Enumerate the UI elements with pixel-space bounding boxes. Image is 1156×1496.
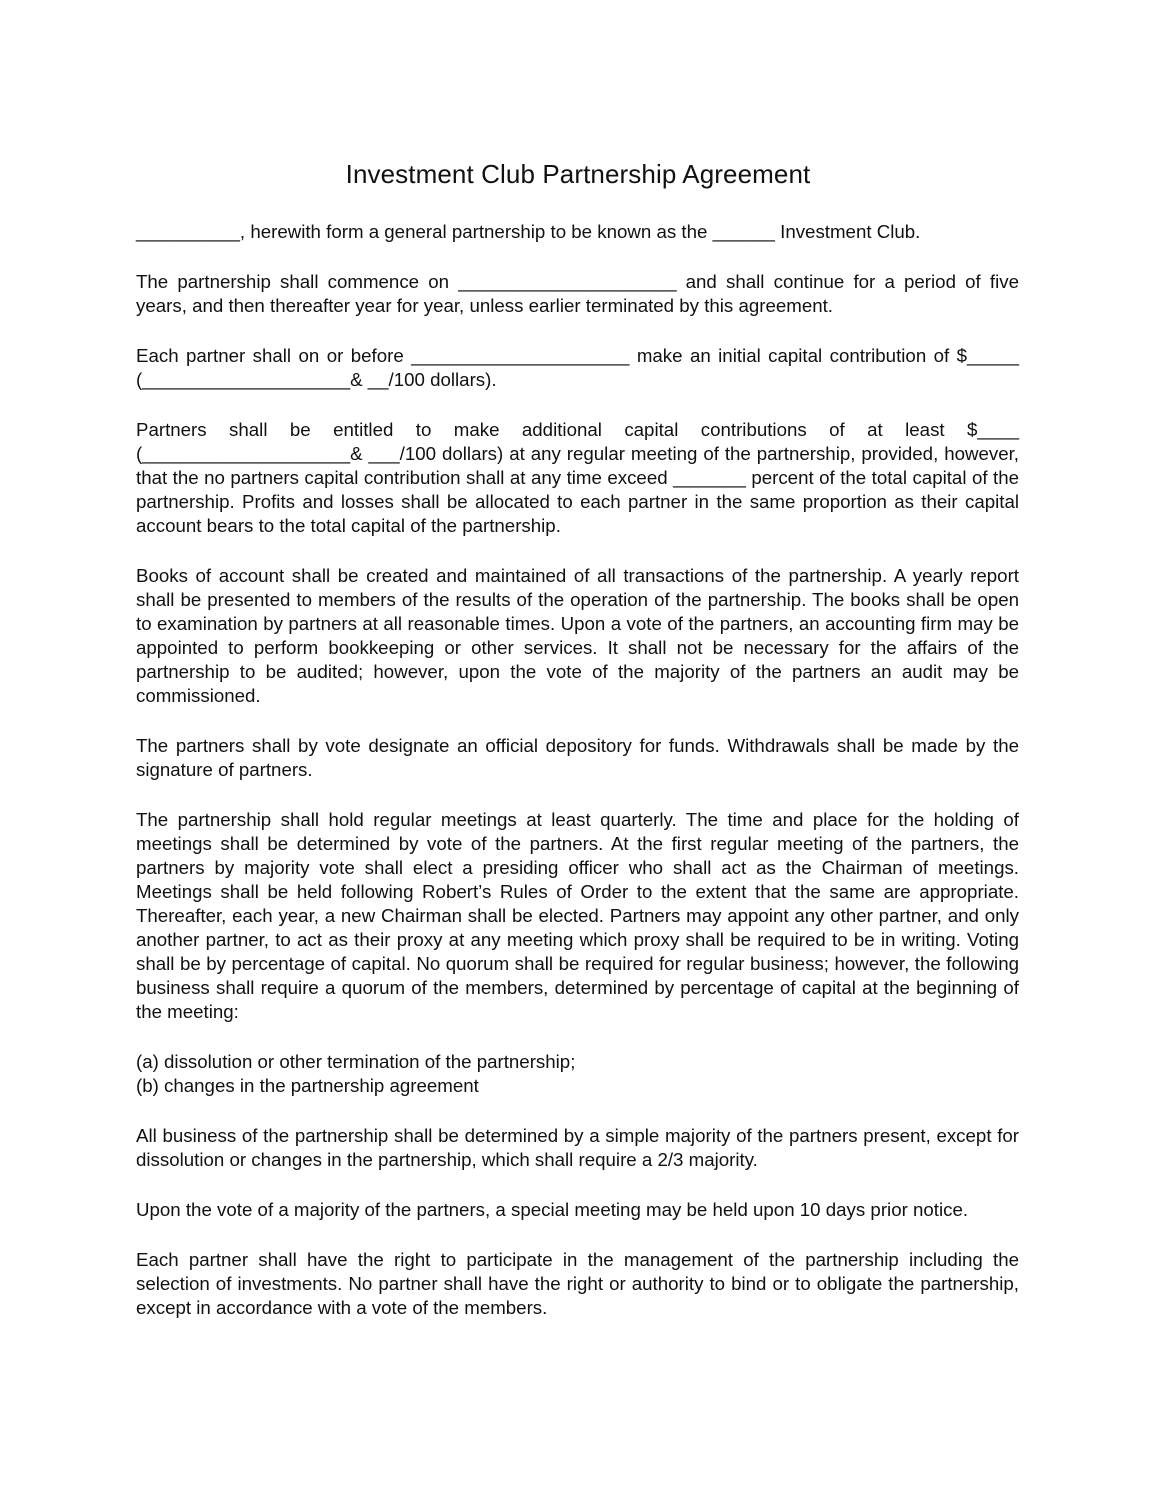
paragraph-special-meeting: Upon the vote of a majority of the partners, a special meeting may be held upon 10 days prior notice. bbox=[136, 1199, 969, 1220]
paragraph-initial-contribution: Each partner shall on or before _____________________ make an initial capital contribution of $_____ (____________________& __/100 dollars). bbox=[136, 345, 1019, 390]
list-item: (a) dissolution or other termination of the partnership; bbox=[136, 1051, 576, 1072]
paragraph-management: Each partner shall have the right to participate in the management of the partnership including the selection of investments. No partner shall have the right or authority to bind or to obligate the partnership, except in accordance with a vote of the members. bbox=[136, 1249, 1019, 1318]
paragraph-depository: The partners shall by vote designate an official depository for funds. Withdrawals shall be made by the signature of partners. bbox=[136, 735, 1019, 780]
quorum-list bbox=[136, 1050, 1019, 1098]
paragraph-books-of-account: Books of account shall be created and maintained of all transactions of the partnership. A yearly report shall be presented to members of the results of the operation of the partnership. The books shall be open to examination by partners at all reasonable times. Upon a vote of the partners, an accounting firm may be appointed to perform bookkeeping or other services. It shall not be necessary for the affairs of the partnership to be audited; however, upon the vote of the majority of the partners an audit may be commissioned. bbox=[136, 565, 1019, 706]
list-item: (b) changes in the partnership agreement bbox=[136, 1075, 479, 1096]
paragraph-additional-contributions: Partners shall be entitled to make additional capital contributions of at least $____ (____________________& ___/100 dollars) at any regular meeting of the partnership, provided, however, that the no partners capital contribution shall at any time exceed _______ percent of the total capital of the partnership. Profits and losses shall be allocated to each partner in the same proportion as their capital account bears to the total capital of the partnership. bbox=[136, 419, 1019, 536]
paragraph-formation: __________, herewith form a general partnership to be known as the ______ Investment Club. bbox=[136, 221, 921, 242]
document-body bbox=[136, 220, 1019, 1346]
paragraph-commencement: The partnership shall commence on _____________________ and shall continue for a period of five years, and then thereafter year for year, unless earlier terminated by this agreement. bbox=[136, 271, 1019, 316]
document-title: Investment Club Partnership Agreement bbox=[345, 159, 811, 189]
paragraph-majority-business: All business of the partnership shall be determined by a simple majority of the partners present, except for dissolution or changes in the partnership, which shall require a 2/3 majority. bbox=[136, 1125, 1019, 1170]
paragraph-meetings: The partnership shall hold regular meetings at least quarterly. The time and place for the holding of meetings shall be determined by vote of the partners. At the first regular meeting of the partners, the partners by majority vote shall elect a presiding officer who shall act as the Chairman of meetings. Meetings shall be held following Robert’s Rules of Order to the extent that the same are appropriate. Thereafter, each year, a new Chairman shall be elected. Partners may appoint any other partner, and only another partner, to act as their proxy at any meeting which proxy shall be required to be in writing. Voting shall be by percentage of capital. No quorum shall be required for regular business; however, the following business shall require a quorum of the members, determined by percentage of capital at the beginning of the meeting: bbox=[136, 809, 1019, 1022]
